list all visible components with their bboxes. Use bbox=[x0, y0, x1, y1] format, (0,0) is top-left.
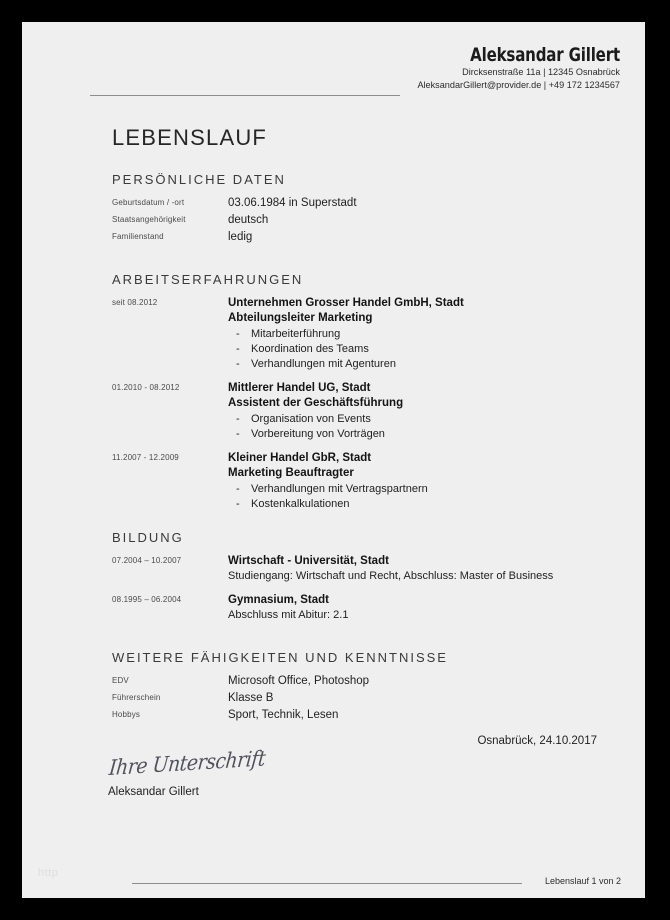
applicant-name: Aleksandar Gillert bbox=[470, 44, 620, 66]
personal-row-value: ledig bbox=[228, 231, 253, 243]
experience-entry bbox=[112, 451, 612, 512]
education-period: 07.2004 – 10.2007 bbox=[112, 556, 182, 565]
bullet-dash-icon: - bbox=[236, 413, 240, 425]
experience-bullet-list bbox=[228, 412, 612, 442]
education-institution: Wirtschaft - Universität, Stadt bbox=[228, 555, 389, 567]
experience-period: seit 08.2012 bbox=[112, 298, 158, 307]
bullet-dash-icon: - bbox=[236, 498, 240, 510]
bullet-dash-icon: - bbox=[236, 328, 240, 340]
bullet-text: Kostenkalkulationen bbox=[251, 498, 350, 510]
resume-page bbox=[22, 22, 645, 898]
personal-row-value: deutsch bbox=[228, 214, 269, 226]
education-description: Abschluss mit Abitur: 2.1 bbox=[228, 609, 349, 621]
list-item bbox=[236, 412, 612, 427]
experience-bullet-list bbox=[228, 482, 612, 512]
section-heading-personal: PERSÖNLICHE DATEN bbox=[112, 172, 286, 187]
section-heading-skills: WEITERE FÄHIGKEITEN UND KENNTNISSE bbox=[112, 650, 448, 665]
personal-row-value: 03.06.1984 in Superstadt bbox=[228, 197, 357, 209]
bullet-text: Koordination des Teams bbox=[251, 343, 369, 355]
experience-organization: Unternehmen Grosser Handel GmbH, Stadt bbox=[228, 297, 464, 309]
bullet-dash-icon: - bbox=[236, 428, 240, 440]
applicant-address: Dircksenstraße 11a | 12345 Osnabrück bbox=[462, 67, 620, 78]
list-item bbox=[236, 357, 612, 372]
experience-role: Marketing Beauftragter bbox=[228, 467, 354, 479]
personal-row bbox=[112, 230, 612, 245]
skills-row-label: Führerschein bbox=[112, 693, 161, 702]
place-and-date: Osnabrück, 24.10.2017 bbox=[477, 735, 597, 747]
header-divider bbox=[90, 95, 400, 96]
personal-row-label: Familienstand bbox=[112, 232, 164, 241]
personal-row-label: Staatsangehörigkeit bbox=[112, 215, 186, 224]
signature-printed-name: Aleksandar Gillert bbox=[108, 786, 199, 798]
skills-row-value: Sport, Technik, Lesen bbox=[228, 709, 339, 721]
experience-role: Abteilungsleiter Marketing bbox=[228, 312, 373, 324]
section-education bbox=[112, 530, 612, 632]
skills-row bbox=[112, 708, 612, 723]
experience-entry bbox=[112, 381, 612, 442]
experience-organization: Mittlerer Handel UG, Stadt bbox=[228, 382, 371, 394]
experience-period: 01.2010 - 08.2012 bbox=[112, 383, 180, 392]
experience-detail bbox=[228, 296, 612, 372]
footer-page-label: Lebenslauf 1 von 2 bbox=[544, 876, 621, 886]
section-personal-data bbox=[112, 172, 612, 247]
footer-divider bbox=[132, 883, 522, 884]
personal-row bbox=[112, 213, 612, 228]
experience-period: 11.2007 - 12.2009 bbox=[112, 453, 179, 462]
personal-row bbox=[112, 196, 612, 211]
experience-detail bbox=[228, 451, 612, 512]
bullet-text: Verhandlungen mit Agenturen bbox=[251, 358, 396, 370]
section-heading-experience: ARBEITSERFAHRUNGEN bbox=[112, 272, 304, 287]
experience-role: Assistent der Geschäftsführung bbox=[228, 397, 404, 409]
bullet-text: Organisation von Events bbox=[251, 413, 371, 425]
experience-detail bbox=[228, 381, 612, 442]
education-period: 08.1995 – 06.2004 bbox=[112, 595, 182, 604]
experience-bullet-list bbox=[228, 327, 612, 372]
bullet-text: Mitarbeiterführung bbox=[251, 328, 341, 340]
skills-row bbox=[112, 674, 612, 689]
skills-row-value: Microsoft Office, Photoshop bbox=[228, 675, 370, 687]
bullet-dash-icon: - bbox=[236, 483, 240, 495]
watermark-text: http bbox=[38, 867, 59, 879]
applicant-contact: AleksandarGillert@provider.de | +49 172 1234567 bbox=[417, 80, 620, 91]
personal-row-label: Geburtsdatum / -ort bbox=[112, 198, 185, 207]
handwritten-signature: Ihre Unterschrift bbox=[108, 746, 267, 780]
education-detail bbox=[228, 554, 612, 584]
education-detail bbox=[228, 593, 612, 623]
skills-row-label: EDV bbox=[112, 676, 129, 685]
skills-row-label: Hobbys bbox=[112, 710, 141, 719]
bullet-text: Vorbereitung von Vorträgen bbox=[251, 428, 385, 440]
list-item bbox=[236, 327, 612, 342]
skills-row-value: Klasse B bbox=[228, 692, 274, 704]
section-skills bbox=[112, 650, 612, 725]
education-entry bbox=[112, 554, 612, 584]
section-work-experience bbox=[112, 272, 612, 521]
document-header bbox=[409, 44, 620, 92]
signature-block bbox=[108, 746, 282, 798]
bullet-dash-icon: - bbox=[236, 343, 240, 355]
education-entry bbox=[112, 593, 612, 623]
bullet-dash-icon: - bbox=[236, 358, 240, 370]
list-item bbox=[236, 482, 612, 497]
education-description: Studiengang: Wirtschaft und Recht, Abschluss: Master of Business bbox=[228, 570, 554, 582]
list-item bbox=[236, 427, 612, 442]
list-item bbox=[236, 497, 612, 512]
page-title: LEBENSLAUF bbox=[112, 125, 268, 150]
list-item bbox=[236, 342, 612, 357]
experience-entry bbox=[112, 296, 612, 372]
skills-row bbox=[112, 691, 612, 706]
experience-organization: Kleiner Handel GbR, Stadt bbox=[228, 452, 372, 464]
education-institution: Gymnasium, Stadt bbox=[228, 594, 329, 606]
section-heading-education: BILDUNG bbox=[112, 530, 184, 545]
bullet-text: Verhandlungen mit Vertragspartnern bbox=[251, 483, 428, 495]
